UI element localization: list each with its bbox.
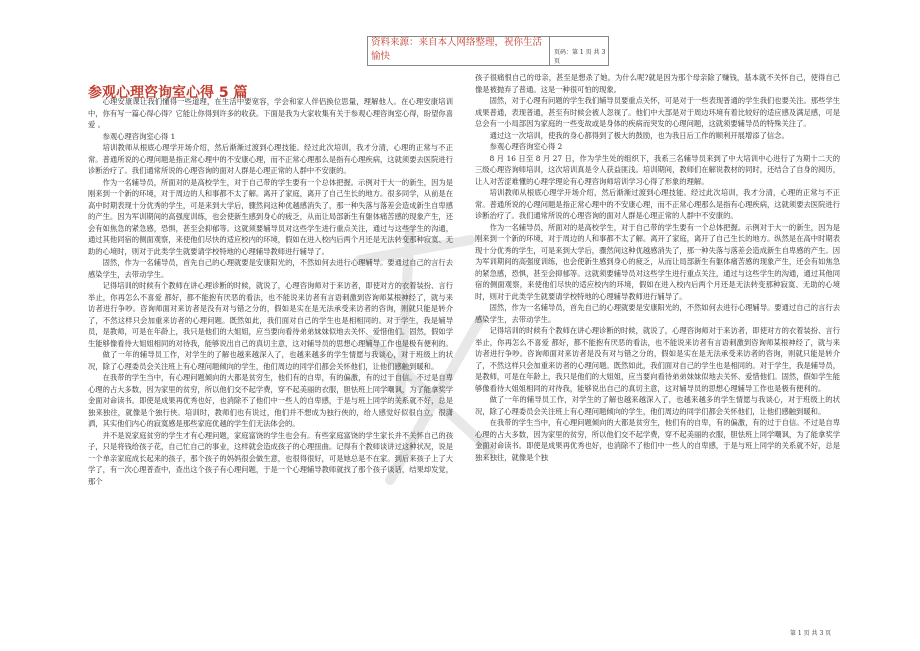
right-paragraph: 参观心理咨询室心得 2 bbox=[489, 142, 563, 151]
left-paragraph: 在我带的学生当中，有心理问题倾向的大都是贫穷生，他们有的自卑，有的偏激，有的过于自信。不过是自卑心理的占大多数，因为家里的贫穷，所以他们交不起学费，穿不起美丽的衣服，胆怯班上同学嘲讽，为了能拿奖学金面对命读书。即使是成果再优秀也好，也消除不了他们中一些人的自卑感，于是与班上同学的关系就不好，总是独来独往，就像是个独行侠。培训时，教师们也有说过，他们并不想成为独行侠的，给人感觉好似很自立，很潇洒，其实他们内心的寂寞感是那些家庭优越的学生们无法体会的。 bbox=[88, 373, 453, 428]
left-paragraph: 并不是说家庭贫穷的学生才有心理问题，家庭富饶的学生也会有。有些家庭富饶的学生家长并不关怀自己的孩子，只是将钱给孩子花，自己忙自己的事业，这样就会造成孩子的心理扭曲。记得有个教师谈讲过这种状况，说是一个单亲家庭成长起来的孩子，那个孩子的妈妈很会做生意，也很得很好，可是她总是不在家。到后来孩子上了大学了，有一次心理普查中，查出这个孩子有心理问题，于是一个心理辅导教师就找了那个孩子谈话，结果却发觉，那个 bbox=[88, 430, 453, 486]
right-column bbox=[475, 72, 840, 612]
right-paragraph: 固然，对于心理有问题的学生我们辅导员要重点关怀，可是对于一些表现普通的学生我们也要关注。那些学生成果普通，表现普通，甚至有时候会被人忽视了。他们中大部是对于周边环境有着比较好的适应感及满足感，可是总会有一小局部因为家庭的一些变故或是身体的疾病而突发的心理问题，这就须要辅导员的特殊关注了。 bbox=[475, 96, 840, 128]
header-source-note: 资料来源：来自本人网络整理，祝你生活愉快 bbox=[371, 37, 543, 62]
left-paragraph: 参观心理咨询室心得 1 bbox=[102, 131, 176, 141]
document-title: 参观心理咨询室心得 5 篇 bbox=[88, 85, 248, 101]
left-paragraph: 固然，作为一名辅导员，首先自己的心理就要是安康阳光的，不然如何去进行心理辅导。要通过自己的言行去感染学生，去带动学生。 bbox=[88, 258, 453, 279]
right-paragraph: 在我带的学生当中，有心理问题倾向的大都是贫穷生，他们有的自卑，有的偏激，有的过于自信。不过是自卑心理的占大多数，因为家里的贫穷，所以他们交不起学费，穿不起美丽的衣服，胆怯班上同学嘲讽，为了能拿奖学金面对命读书。即使是成果再优秀也好，也消除不了他们中一些人的自卑感，于是与班上同学的关系就不好，总是独来独往，就像是个独 bbox=[475, 418, 840, 462]
right-paragraph: 通过这一次培训，使我的身心都得到了极大的鼓励，也为我日后工作的顺利开展增添了信念。 bbox=[489, 130, 789, 140]
right-paragraph: 作为一名辅导员，所面对的是高校学生，对于自己带的学生要有一个总体把握。示例对于大一的新生，因为是刚来到一个新的环境，对于周边的人和事都不太了解。离开了家庭，离开了自己生长的地方。纵然是在高中时期表现十分优秀的学生，可是来到大学后，骤然间这种优越感消失了，那一种失落与落差会造成新生自卑感的产生。因为军训期间的高强度训练，也会使新生感到身心的疲乏，从而让局部新生有躯体痛苦感的现象产生，还会有如焦急的紧急感，恐惧，甚至会抑郁等。这就须要辅导员对这些学生进行重点关注，通过与这些学生的沟通，通过其他同宿的侧面观察，来使他们尽快的适应校内的环境，假如在进入校内后两个月还是无法转变那种寂寞、无助的心境时，则对于此类学生就要请学校特地的心理辅导教师进行辅导了。 bbox=[475, 222, 840, 301]
left-paragraph: 做了一年的辅导员工作，对学生的了解也越来越深入了，也越来越多的学生情愿与我谈心，对于班级上的状况，除了心理委员会关注班上有心理问题倾向的学生，他们周边的同学们都会关怀他们，让他们感触到暖和。 bbox=[88, 350, 453, 371]
left-paragraph: 记得培训的时候有个教师在讲心理诊断的时候，就说了，心理咨询师对于来访者，即使对方的衣着装扮、言行举止，你再怎么不喜爱 都好，都不能抱有厌恶的看法，也不能说来访者有言语刺激到咨询师某根神经了，就与来访者进行争吵。咨询师面对来访者是没有对与错之分的，假如是实在是无法承受来访者的咨询，则就只能是转介了，不然这样只会加重来访者的心理问题。既然如此，我们面对自己的学生也是相相同的。对于学生，我是辅导员，是教师，可是在年龄上，我只是他们的大姐姐，应当要向看待弟弟妹妹似地去关怀、爱惜他们。固然，假如学生能够像看待大姐姐相同的对待我，能够说出自己的真切主意，这对辅导员的思想心理辅导工作也是极有便利的。 bbox=[88, 281, 453, 348]
left-paragraph: 心理安康课让我们懂得一些道理，在生活中要宽容，学会和家人伴侣换位思量，理解他人。在心理安康培训中，你有写一篇心得心得？它能让你得到许多的收获。下面是我为大家收集有关于参观心理咨询室心得，盼望你喜爱 。 bbox=[88, 97, 453, 129]
page-footer: 第 1 页 共 3 页 bbox=[790, 630, 832, 637]
header-page-info: 页码：第 1 页 共 3 页 bbox=[549, 36, 609, 66]
right-paragraph: 固然，作为一名辅导员，首先自己的心理就要是安康阳光的，不然如何去进行心理辅导。要通过自己的言行去感染学生，去带动学生。 bbox=[475, 303, 840, 324]
right-paragraph: 记得培训的时候有个教师在讲心理诊断的时候，就说了，心理咨询师对于来访者，即使对方的衣着装扮、言行举止，你再怎么不喜爱 都好，都不能抱有厌恶的看法，也不能说来访者有言语刺激到咨询师某根神经了，就与来访者进行争吵。咨询师面对来访者是没有对与错之分的，假如是实在是无法承受来访者的咨询，则就只能是转介了，不然这样只会加重来访者的心理问题。既然如此，我们面对自己的学生也是相同的。对于学生，我是辅导员，是教师，可是在年龄上，我只是他们的大姐姐，应当要向看待弟弟妹妹似地去关怀、爱惜他们。固然，假如学生能够像看待大姐姐相同的对待我，能够说出自己的真切主意，这对辅导员的思想心理辅导工作也是极有便利的。 bbox=[475, 326, 840, 393]
left-paragraph: 培训教师从根底心理学开场介绍，然后渐渐过渡到心理技能。经过此次培训，我才分清，心理的正常与不正常。普通所说的心理问题是指正常心理中的不安康心理，而不正常心理那么是指有心理疾病，这就须要去医院进行诊断治疗了。我们通常所说的心理咨询的面对人群是心理正常的人群中不安康的。 bbox=[88, 143, 453, 175]
left-column bbox=[88, 96, 453, 616]
right-paragraph: 做了一年的辅导员工作，对学生的了解也越来越深入了，也越来越多的学生情愿与我谈心，对于班级上的状况，除了心理委员会关注班上有心理问题倾向的学生，他们周边的同学们都会关怀他们，让他们感触到暖和。 bbox=[475, 395, 840, 416]
right-paragraph: 培训教师从根底心理学开场介绍，然后渐渐过渡到心理技能。经过此次培训，我才分清，心理的正常与不正常。普通所说的心理问题是指正常心理中的不安康心理，而不正常心理那么是指有心理疾病，这就须要去医院进行诊断治疗了。我们通常所说的心理咨询的面对人群是心理正常的人群中不安康的。 bbox=[475, 188, 840, 220]
right-paragraph: 孩子很痛恨自己的母亲，甚至是想杀了她。为什么呢?就是因为那个母亲除了赚钱，基本就不关怀自己，使得自己像是被抛弃了普通。这是一种很可怕的现象。 bbox=[475, 73, 840, 94]
left-paragraph: 作为一名辅导员，所面对的是高校学生，对于自己带的学生要有一个总体把握。示例对于大一的新生，因为是刚来到一个新的环境，对于周边的人和事都不太了解。离开了家庭，离开了自己生长的地方。很多同学，从前是在高中时期表现十分优秀的学生，可是来到大学后，骤然间这种优越感消失了，那一种失落与落差会造成新生自卑感的产生。因为军训期间的高强度训练，也会使新生感到身心的疲乏，从而让局部新生有躯体痛苦感的现象产生，还会有如焦急的紧急感，恐惧，甚至会抑郁等。这就须要辅导员对这些学生进行重点关注，通过与这些学生的沟通，通过其他同宿的侧面观察，来使他们尽快的适应校内的环境，假如在进入校内后两个月还是无法转变那种寂寞、无助的心境时，则对于此类学生就要请学校特地的心理辅导教师进行辅导了。 bbox=[88, 177, 453, 256]
right-paragraph: 8 月 16 日至 8 月 27 日，作为学生处的组织下，我系三名辅导员来到了中大培训中心进行了为期十二天的三级心理咨询师培训，这次培训真是令人获益匪浅。培训期间，教师们在解说教材的同时，还结合了自身的阅历，让人对苦涩难懂的心理学理论有心理咨询师培训学习心得了形象的理解。 bbox=[475, 153, 840, 186]
